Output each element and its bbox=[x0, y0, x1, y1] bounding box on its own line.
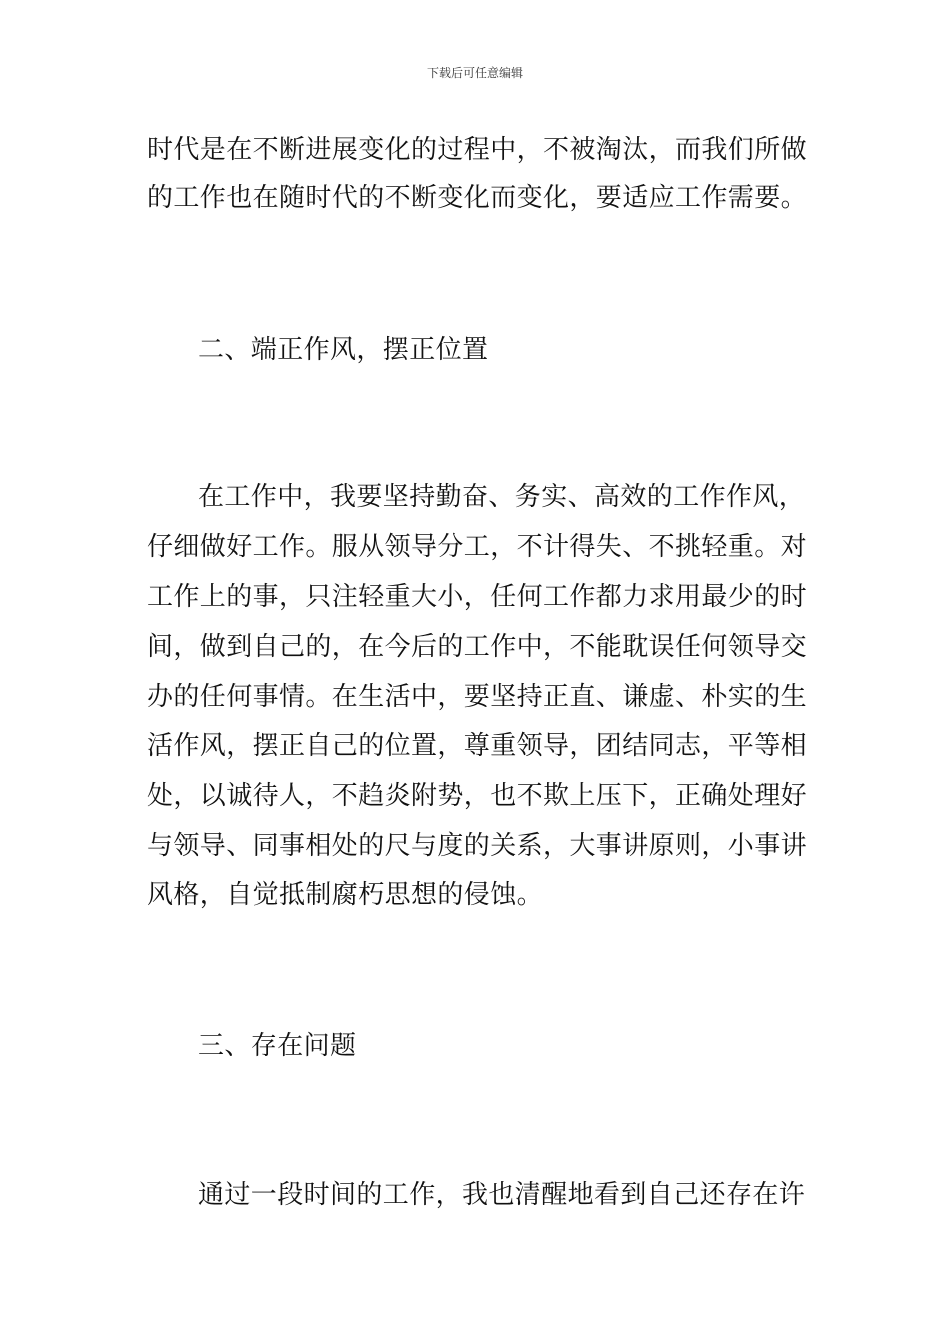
paragraph-2-line-8: 与领导、同事相处的尺与度的关系，大事讲原则，小事讲 bbox=[147, 831, 808, 861]
section-2-heading: 二、端正作风，摆正位置 bbox=[198, 335, 489, 365]
paragraph-3-line-1: 通过一段时间的工作，我也清醒地看到自己还存在许 bbox=[198, 1180, 806, 1210]
paragraph-2-line-1: 在工作中，我要坚持勤奋、务实、高效的工作作风， bbox=[198, 482, 806, 512]
paragraph-2-line-9: 风格，自觉抵制腐朽思想的侵蚀。 bbox=[147, 880, 544, 910]
section-3-heading: 三、存在问题 bbox=[198, 1031, 357, 1061]
paragraph-1-line-2: 的工作也在随时代的不断变化而变化，要适应工作需要。 bbox=[147, 183, 808, 213]
paragraph-2-line-3: 工作上的事，只注轻重大小，任何工作都力求用最少的时 bbox=[147, 582, 808, 612]
paragraph-2-line-6: 活作风，摆正自己的位置，尊重领导，团结同志，平等相 bbox=[147, 731, 808, 761]
paragraph-2-line-2: 仔细做好工作。服从领导分工，不计得失、不挑轻重。对 bbox=[147, 532, 808, 562]
paragraph-1-line-1: 时代是在不断进展变化的过程中，不被淘汰，而我们所做 bbox=[147, 135, 808, 165]
paragraph-2-line-4: 间，做到自己的，在今后的工作中，不能耽误任何领导交 bbox=[147, 632, 808, 662]
paragraph-2-line-7: 处，以诚待人，不趋炎附势，也不欺上压下，正确处理好 bbox=[147, 781, 808, 811]
header-note: 下载后可任意编辑 bbox=[426, 66, 523, 80]
paragraph-2-line-5: 办的任何事情。在生活中，要坚持正直、谦虚、朴实的生 bbox=[147, 682, 808, 712]
